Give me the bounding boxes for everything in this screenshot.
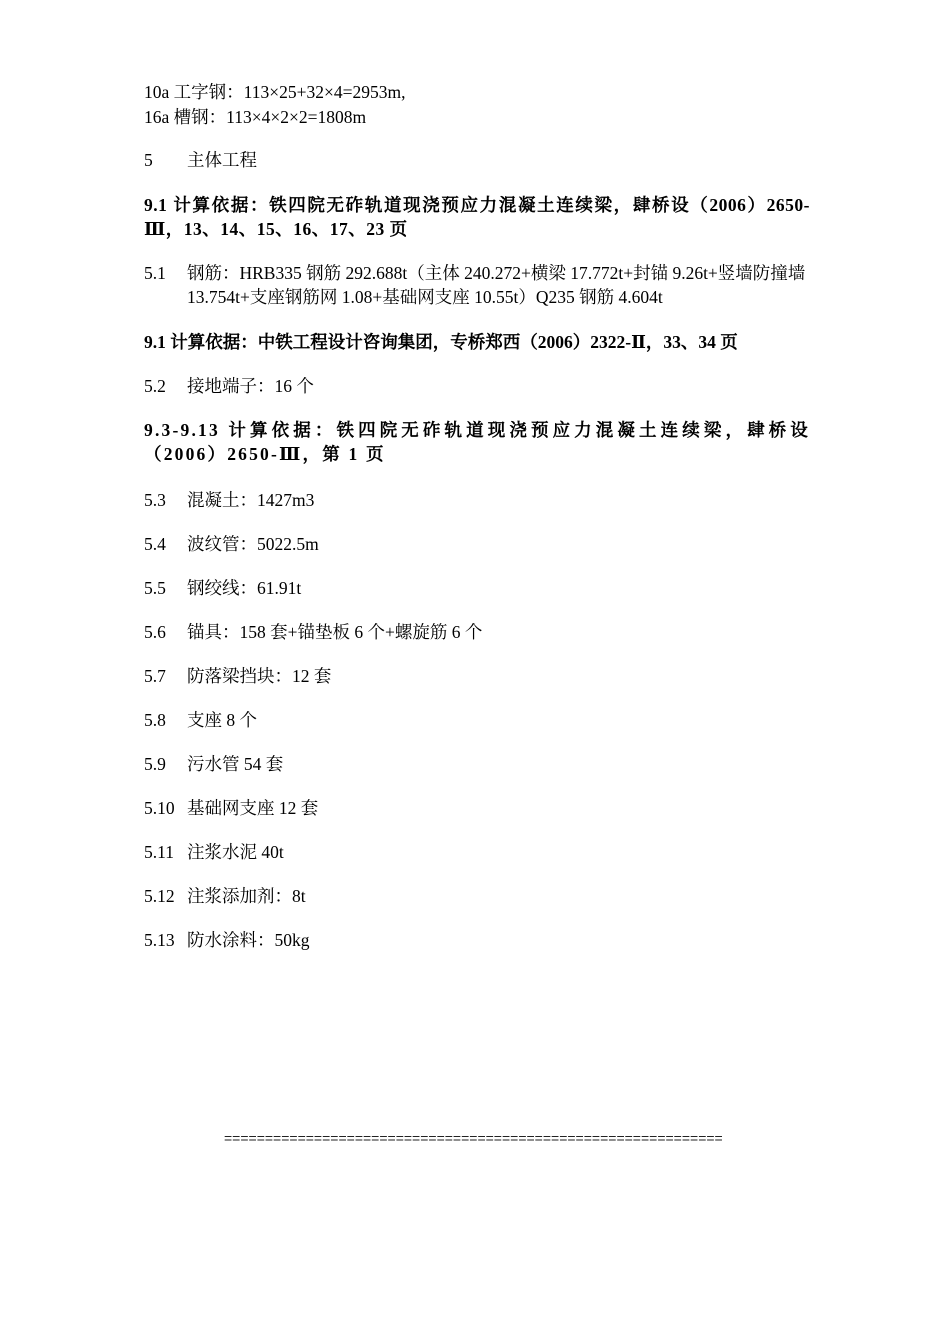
item-number: 5.7 bbox=[144, 666, 166, 686]
item-number: 5.12 bbox=[144, 886, 175, 906]
section-title: 主体工程 bbox=[187, 150, 257, 170]
item-5-6 bbox=[144, 620, 482, 644]
item-text: 锚具：158 套+锚垫板 6 个+螺旋筋 6 个 bbox=[187, 622, 483, 642]
item-5-9 bbox=[144, 752, 283, 776]
item-text: 钢绞线：61.91t bbox=[187, 578, 302, 598]
item-text: 注浆添加剂：8t bbox=[187, 886, 306, 906]
item-5-12 bbox=[144, 884, 306, 908]
item-5-1 bbox=[144, 261, 810, 309]
steel-channel-line: 16a 槽钢：113×4×2×2=1808m bbox=[144, 107, 367, 127]
section-number: 5 bbox=[144, 150, 153, 170]
item-number: 5.11 bbox=[144, 842, 174, 862]
item-5-8 bbox=[144, 708, 257, 732]
item-number: 5.5 bbox=[144, 578, 166, 598]
item-text: 钢筋：HRB335 钢筋 292.688t（主体 240.272+横梁 17.772t+封锚 9.26t+竖墙防撞墙 13.754t+支座钢筋网 1.08+基础网支座 10.55t）Q235 钢筋 4.604t bbox=[187, 263, 806, 307]
section-5-heading bbox=[144, 148, 257, 172]
basis-heading-3: 9.3-9.13 计算依据：铁四院无砟轨道现浇预应力混凝土连续梁，肆桥设（2006）2650-Ⅲ，第 1 页 bbox=[144, 420, 810, 464]
item-number: 5.10 bbox=[144, 798, 175, 818]
item-number: 5.4 bbox=[144, 534, 166, 554]
item-text: 注浆水泥 40t bbox=[187, 842, 284, 862]
steel-i-beam-line: 10a 工字钢：113×25+32×4=2953m, bbox=[144, 82, 406, 102]
item-number: 5.1 bbox=[144, 263, 166, 283]
item-number: 5.3 bbox=[144, 490, 166, 510]
item-5-2 bbox=[144, 374, 314, 398]
item-5-5 bbox=[144, 576, 301, 600]
item-5-11 bbox=[144, 840, 284, 864]
item-text: 防水涂料：50kg bbox=[187, 930, 310, 950]
item-5-7 bbox=[144, 664, 331, 688]
item-text: 支座 8 个 bbox=[187, 710, 257, 730]
basis-heading-1: 9.1 计算依据：铁四院无砟轨道现浇预应力混凝土连续梁，肆桥设（2006）2650-Ⅲ，13、14、15、16、17、23 页 bbox=[144, 195, 810, 239]
item-text: 波纹管：5022.5m bbox=[187, 534, 319, 554]
item-text: 基础网支座 12 套 bbox=[187, 798, 319, 818]
item-text: 接地端子：16 个 bbox=[187, 376, 314, 396]
item-number: 5.6 bbox=[144, 622, 166, 642]
item-text: 防落梁挡块：12 套 bbox=[187, 666, 332, 686]
item-5-10 bbox=[144, 796, 318, 820]
item-5-13 bbox=[144, 928, 310, 952]
item-5-4 bbox=[144, 532, 319, 556]
item-number: 5.13 bbox=[144, 930, 175, 950]
item-text: 污水管 54 套 bbox=[187, 754, 284, 774]
item-5-3 bbox=[144, 488, 314, 512]
item-number: 5.8 bbox=[144, 710, 166, 730]
basis-heading-2: 9.1 计算依据：中铁工程设计咨询集团，专桥郑西（2006）2322-Ⅱ，33、34 页 bbox=[144, 332, 738, 352]
item-number: 5.9 bbox=[144, 754, 166, 774]
separator-line: ============================================================= bbox=[224, 1130, 723, 1146]
item-number: 5.2 bbox=[144, 376, 166, 396]
item-text: 混凝土：1427m3 bbox=[187, 490, 315, 510]
